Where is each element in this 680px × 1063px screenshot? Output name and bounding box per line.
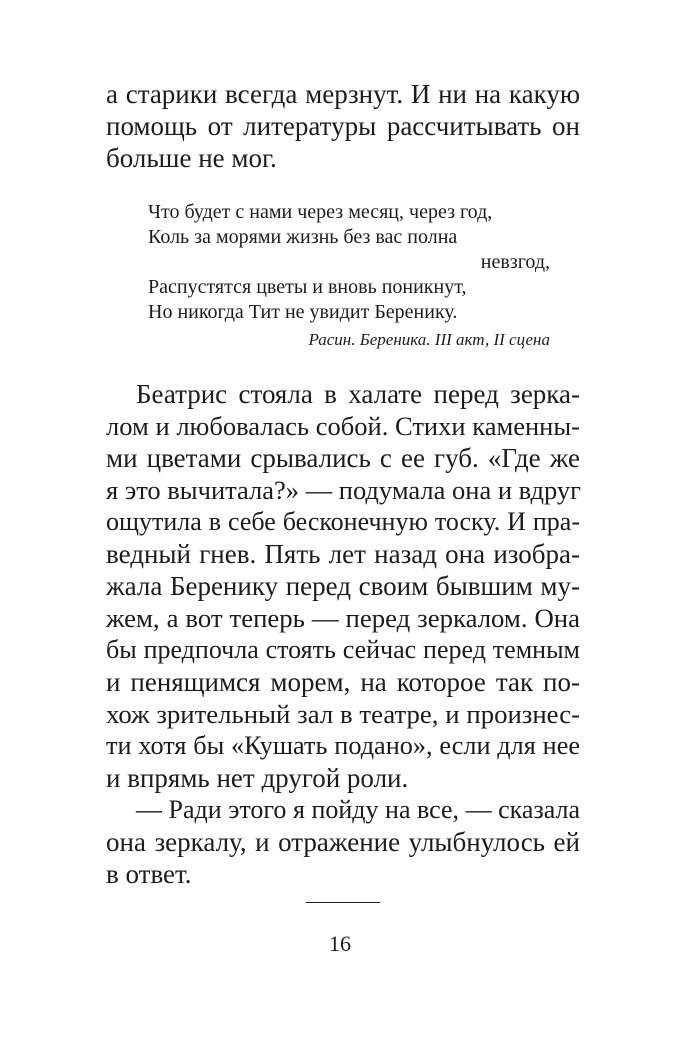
text-line: ощутила в себе бесконечную тоску. И пра-	[106, 507, 580, 536]
text-line: помощь от литературы рассчитывать он	[106, 111, 580, 141]
footer-rule	[306, 902, 380, 903]
text-line: ведный гнев. Пять лет назад она изобра-	[106, 539, 580, 569]
text-line: Беатрис стояла в халате перед зерка-	[136, 379, 580, 409]
text-line: жем, а вот теперь — перед зеркалом. Она	[106, 603, 580, 633]
text-line: бы предпочла стоять сейчас перед темным	[106, 635, 580, 664]
text-line: и впрямь нет другой роли.	[106, 763, 409, 793]
text-line: а старики всегда мерзнут. И ни на какую	[106, 79, 580, 109]
page-number: 16	[329, 931, 351, 956]
text-line: жала Беренику перед своим бывшим му-	[106, 571, 580, 601]
poem-line-continuation: невзгод,	[480, 251, 550, 273]
poem-line: Коль за морями жизнь без вас полна	[148, 226, 458, 248]
text-line: лом и любовалась собой. Стихи каменны-	[106, 411, 580, 441]
text-line: и пенящимся морем, на которое так по-	[106, 667, 580, 697]
text-line: я это вычитала?» — подумала она и вдруг	[106, 475, 581, 505]
text-line: ми цветами срывались с ее губ. «Где же	[106, 443, 580, 473]
poem-line: Распустятся цветы и вновь поникнут,	[148, 276, 467, 298]
text-line: больше не мог.	[106, 143, 277, 173]
poem-line: Но никогда Тит не увидит Беренику.	[148, 301, 458, 323]
text-line: хож зрительный зал в театре, и произнес-	[106, 699, 580, 729]
epigraph-attribution: Расин. Береника. III акт, II сцена	[308, 330, 550, 349]
text-line: ти хотя бы «Кушать подано», если для нее	[106, 731, 580, 760]
text-line: в ответ.	[106, 859, 192, 889]
text-line: — Ради этого я пойду на все, — сказала	[136, 795, 580, 824]
poem-line: Что будет с нами через месяц, через год,	[148, 201, 493, 223]
text-line: она зеркалу, и отражение улыбнулось ей	[106, 827, 580, 857]
